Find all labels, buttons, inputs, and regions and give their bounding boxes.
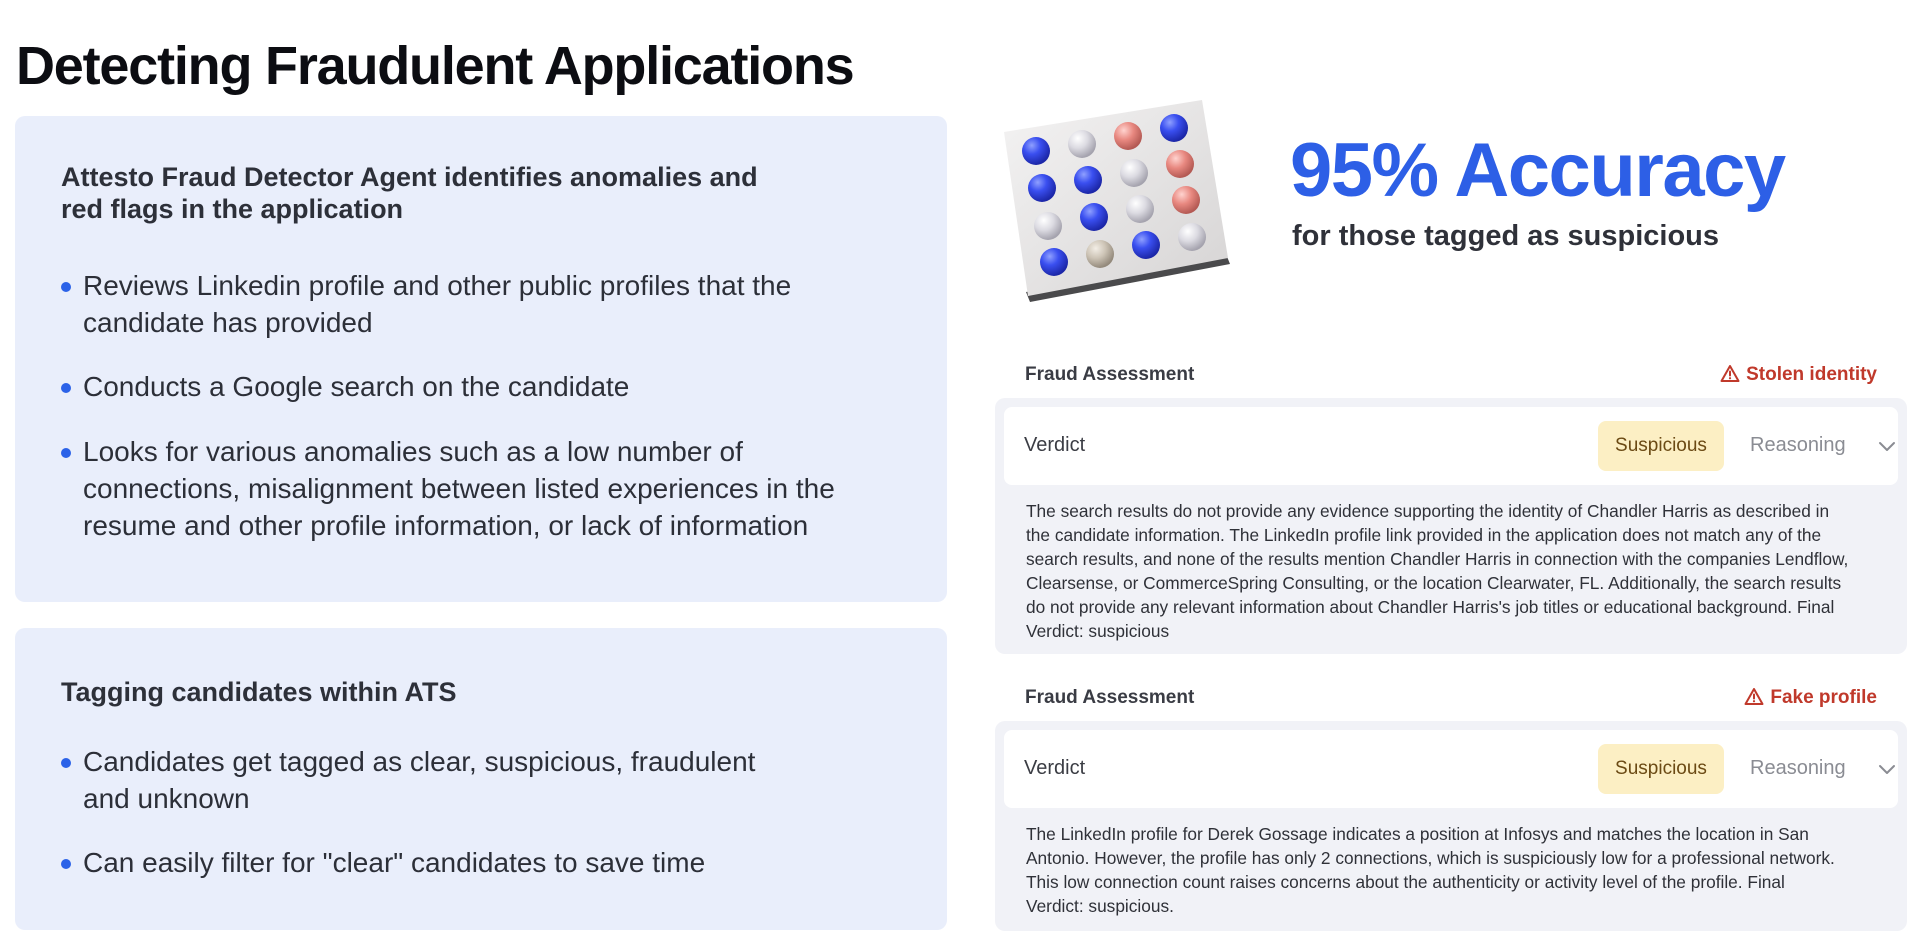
verdict-label: Verdict: [1024, 757, 1086, 779]
panel-heading: Tagging candidates within ATS: [61, 677, 457, 707]
reasoning-text: The LinkedIn profile for Derek Gossage indicates a position at Infosys and matches the location in San Antonio. However, the profile has only 2 connections, which is suspiciously low for a professional network. This low connection count raises concerns about the authenticity or activity level of the profile. Final Verdict: suspicious.: [1026, 824, 1835, 916]
warning-triangle-icon: [1720, 364, 1740, 383]
status-badge: Suspicious: [1598, 744, 1724, 794]
reasoning-toggle[interactable]: Reasoning: [1750, 434, 1846, 456]
fraud-flag-label: Fake profile: [1770, 687, 1877, 708]
bullet-item: Conducts a Google search on the candidate: [61, 368, 921, 405]
bullet-item: Looks for various anomalies such as a low number of connections, misalignment between listed experiences in the resume and other profile information, or lack of information: [61, 433, 921, 544]
card-header: [995, 354, 1907, 398]
bullet-item: Candidates get tagged as clear, suspicious, fraudulent and unknown: [61, 743, 921, 817]
fraud-detector-panel: [15, 116, 947, 602]
ats-tagging-bullet-list: [61, 743, 921, 881]
ats-tagging-panel: [15, 628, 947, 930]
card-header: [995, 677, 1907, 721]
panel-heading: Attesto Fraud Detector Agent identifies anomalies and red flags in the application: [61, 162, 758, 224]
card-body: [995, 398, 1907, 654]
card-title: Fraud Assessment: [1025, 364, 1195, 385]
chevron-down-icon[interactable]: [1876, 758, 1898, 780]
reasoning-toggle[interactable]: Reasoning: [1750, 757, 1846, 779]
status-badge: Suspicious: [1598, 421, 1724, 471]
verdict-row: [1004, 407, 1898, 485]
card-title: Fraud Assessment: [1025, 687, 1195, 708]
page-title: Detecting Fraudulent Applications: [16, 36, 854, 96]
reasoning-text: The search results do not provide any evidence supporting the identity of Chandler Harris as described in the candidate information. The LinkedIn profile link provided in the application does not match any of the search results, and none of the results mention Chandler Harris in connection with the companies Lendflow, Clearsense, or CommerceSpring Consulting, or the location Clearwater, FL. Additionally, the search results do not provide any relevant information about Chandler Harris's job titles or educational background. Final Verdict: suspicious: [1026, 501, 1849, 641]
pegboard-dots-icon: [1000, 96, 1240, 306]
accuracy-value: 95% Accuracy: [1290, 128, 1785, 213]
bullet-item: Reviews Linkedin profile and other public profiles that the candidate has provided: [61, 267, 921, 341]
verdict-label: Verdict: [1024, 434, 1086, 456]
fraud-flag: [1720, 364, 1877, 386]
card-body: [995, 721, 1907, 931]
warning-triangle-icon: [1744, 687, 1764, 706]
accuracy-subtitle: for those tagged as suspicious: [1292, 220, 1720, 252]
bullet-item: Can easily filter for "clear" candidates to save time: [61, 844, 921, 881]
fraud-detector-bullet-list: [61, 267, 921, 544]
fraud-flag-label: Stolen identity: [1746, 364, 1877, 385]
fraud-assessment-card: [995, 354, 1907, 654]
fraud-assessment-card: [995, 677, 1907, 931]
verdict-row: [1004, 730, 1898, 808]
fraud-flag: [1744, 687, 1877, 709]
chevron-down-icon[interactable]: [1876, 435, 1898, 457]
